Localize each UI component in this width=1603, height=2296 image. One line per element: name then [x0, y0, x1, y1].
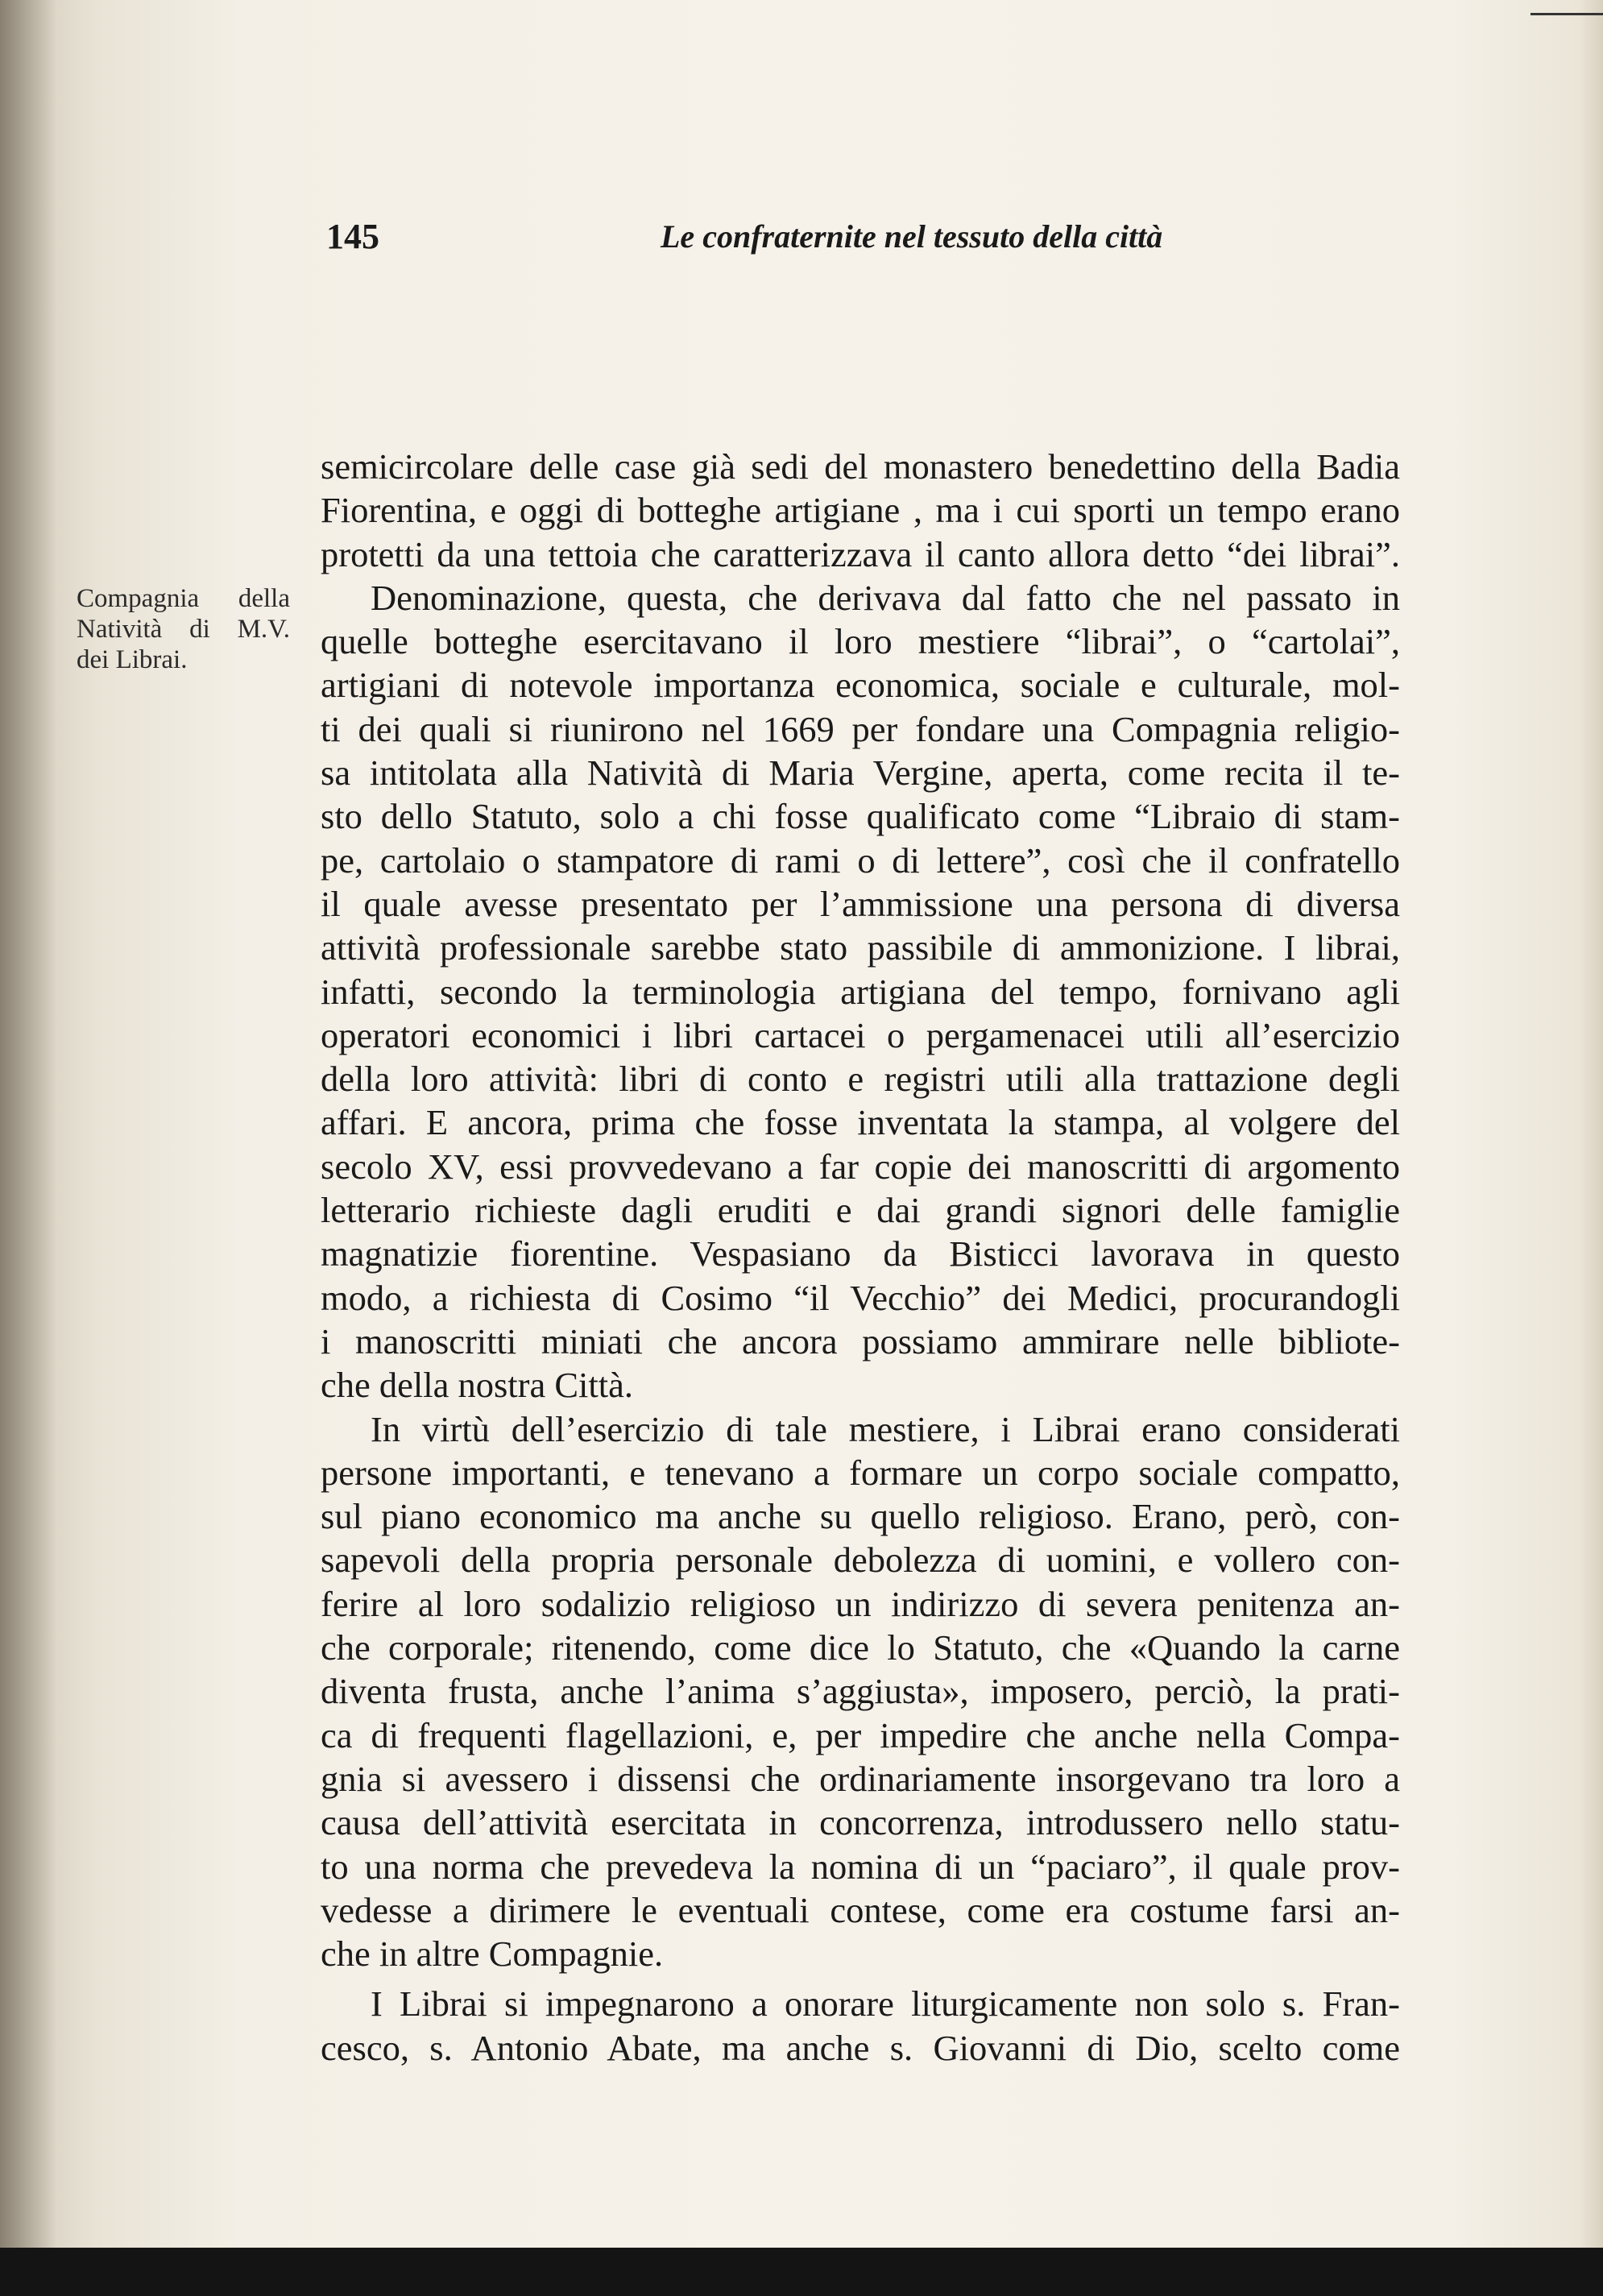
- text-line: Denominazione, questa, che derivava dal fatto che nel passato in: [371, 577, 1400, 618]
- text-line: il quale avesse presentato per l’ammissione una persona di diversa: [321, 883, 1400, 924]
- text-line: causa dell’attività esercitata in concorrenza, introdussero nello statu-: [321, 1802, 1400, 1843]
- text-line: operatori economici i libri cartacei o pergamenacei utili all’esercizio: [321, 1014, 1400, 1055]
- text-line: modo, a richiesta di Cosimo “il Vecchio” dei Medici, procurandogli: [321, 1277, 1400, 1318]
- text-line: Fiorentina, e oggi di botteghe artigiane , ma i cui sporti un tempo erano: [321, 490, 1400, 531]
- paragraph-1: [321, 445, 1400, 576]
- text-line: che della nostra Città.: [321, 1365, 634, 1406]
- paragraph-3: [321, 1407, 1400, 1976]
- text-line: persone importanti, e tenevano a formare un corpo sociale compatto,: [321, 1452, 1400, 1493]
- paragraph-4: [321, 1982, 1400, 2070]
- top-edge-rule: [1531, 13, 1603, 15]
- text-line: ca di frequenti flagellazioni, e, per impedire che anche nella Compa-: [321, 1714, 1400, 1755]
- text-line: che corporale; ritenendo, come dice lo Statuto, che «Quando la carne: [321, 1627, 1400, 1668]
- text-line: infatti, secondo la terminologia artigiana del tempo, fornivano agli: [321, 971, 1400, 1012]
- scan-background-edge: [0, 2248, 1603, 2296]
- text-line: protetti da una tettoia che caratterizzava il canto allora detto “dei librai”.: [321, 533, 1400, 574]
- text-line: vedesse a dirimere le eventuali contese, come era costume farsi an-: [321, 1889, 1400, 1930]
- text-line: pe, cartolaio o stampatore di rami o di lettere”, così che il confratello: [321, 839, 1400, 881]
- margin-note-line: Compagnia della: [77, 584, 290, 613]
- text-line: che in altre Compagnie.: [321, 1933, 664, 1975]
- text-line: to una norma che prevedeva la nomina di un “paciaro”, il quale prov-: [321, 1846, 1400, 1887]
- text-line: ferire al loro sodalizio religioso un indirizzo di severa penitenza an-: [321, 1583, 1400, 1624]
- text-line: semicircolare delle case già sedi del monastero benedettino della Badia: [321, 446, 1400, 487]
- text-line: affari. E ancora, prima che fosse inventata la stampa, al volgere del: [321, 1102, 1400, 1143]
- margin-note-line: Natività di M.V.: [77, 615, 290, 644]
- text-line: quelle botteghe esercitavano il loro mestiere “librai”, o “cartolai”,: [321, 621, 1400, 662]
- text-line: secolo XV, essi provvedevano a far copie dei manoscritti di argomento: [321, 1146, 1400, 1187]
- text-line: della loro attività: libri di conto e registri utili alla trattazione degli: [321, 1059, 1400, 1100]
- text-line: sul piano economico ma anche su quello religioso. Erano, però, con-: [321, 1496, 1400, 1537]
- text-line: I Librai si impegnarono a onorare liturgicamente non solo s. Fran-: [371, 1983, 1400, 2025]
- margin-note-line: dei Librai.: [77, 645, 188, 674]
- text-line: letterario richieste dagli eruditi e dai grandi signori delle famiglie: [321, 1190, 1400, 1231]
- paragraph-2: [321, 576, 1400, 1407]
- text-line: cesco, s. Antonio Abate, ma anche s. Giovanni di Dio, scelto come: [321, 2027, 1400, 2068]
- text-line: attività professionale sarebbe stato passibile di ammonizione. I librai,: [321, 927, 1400, 968]
- margin-note: [77, 583, 290, 675]
- text-line: artigiani di notevole importanza economica, sociale e culturale, mol-: [321, 665, 1400, 706]
- text-line: gnia si avessero i dissensi che ordinariamente insorgevano tra loro a: [321, 1758, 1400, 1799]
- text-line: sa intitolata alla Natività di Maria Vergine, aperta, come recita il te-: [321, 752, 1400, 794]
- running-title: Le confraternite nel tessuto della città: [661, 218, 1163, 255]
- text-line: diventa frusta, anche l’anima s’aggiusta», imposero, perciò, la prati-: [321, 1671, 1400, 1712]
- text-line: i manoscritti miniati che ancora possiamo ammirare nelle bibliote-: [321, 1320, 1400, 1361]
- body-text: [321, 445, 1400, 2070]
- page-number: 145: [326, 217, 379, 256]
- text-line: sapevoli della propria personale debolezza di uomini, e vollero con-: [321, 1540, 1400, 1581]
- text-line: ti dei quali si riunirono nel 1669 per fondare una Compagnia religio-: [321, 708, 1400, 749]
- binding-gutter-shadow: [0, 0, 56, 2248]
- text-line: magnatizie fiorentine. Vespasiano da Bisticci lavorava in questo: [321, 1233, 1400, 1274]
- text-line: In virtù dell’esercizio di tale mestiere, i Librai erano considerati: [371, 1408, 1400, 1449]
- text-line: sto dello Statuto, solo a chi fosse qualificato come “Libraio di stam-: [321, 796, 1400, 837]
